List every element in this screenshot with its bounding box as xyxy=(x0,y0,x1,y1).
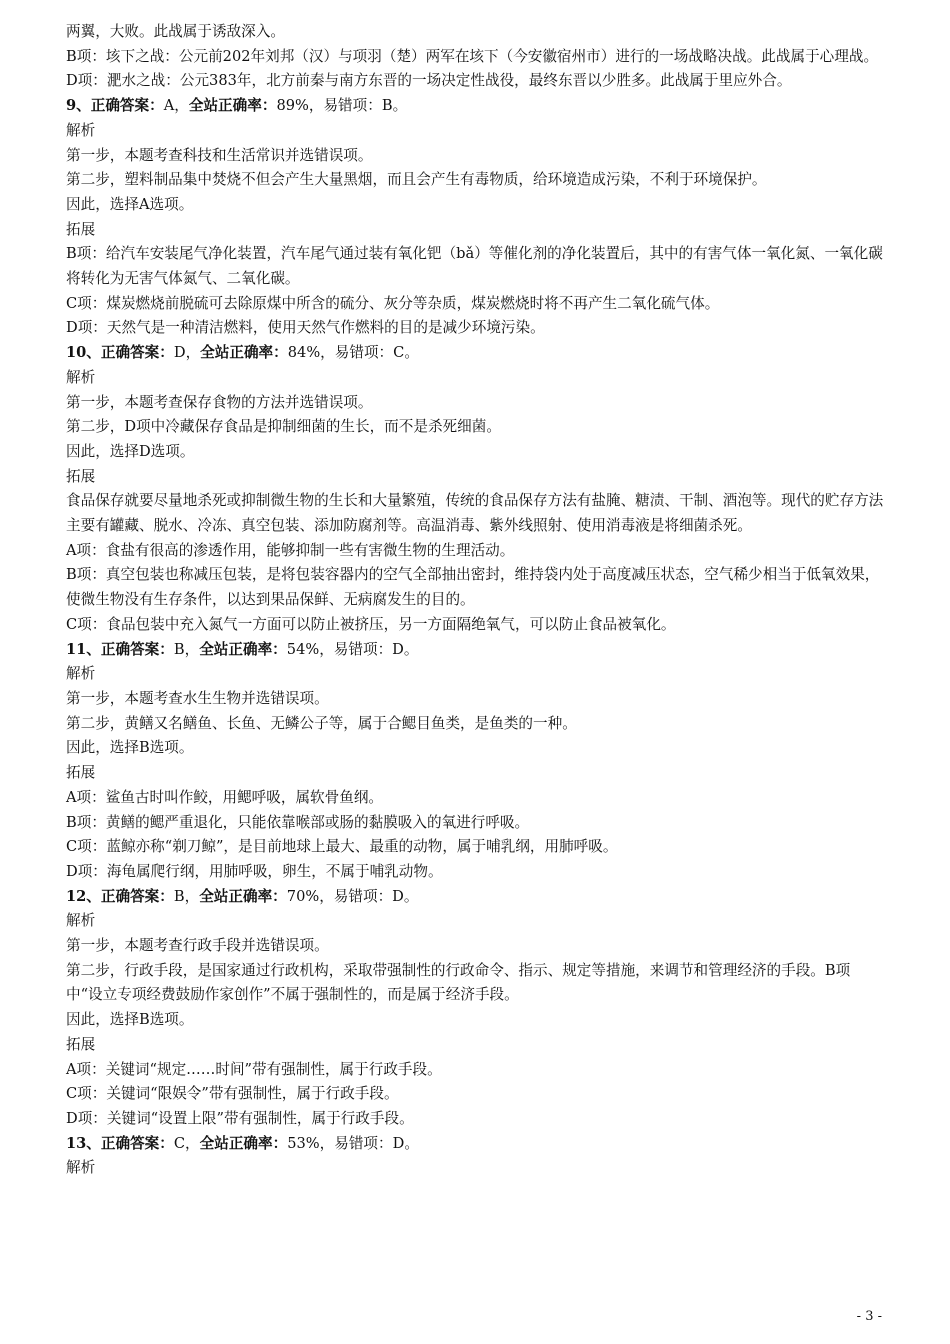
text-line: C项：食品包装中充入氮气一方面可以防止被挤压，另一方面隔绝氧气，可以防止食品被氧化。 xyxy=(66,615,676,633)
text-line: 第一步，本题考查水生生物并选错误项。 xyxy=(66,689,329,707)
text-line: 食品保存就要尽量地杀死或抑制微生物的生长和大量繁殖，传统的食品保存方法有盐腌、糖渍、干制、酒泡等。现代的贮存方法主要有罐藏、脱水、冷冻、真空包装、添加防腐剂等。高温消毒、紫外线照射、使用消毒液是将细菌杀死。 xyxy=(66,492,884,535)
text-line: 第二步，塑料制品集中焚烧不但会产生大量黑烟，而且会产生有毒物质，给环境造成污染，不利于环境保护。 xyxy=(66,171,767,189)
text-line: A项：鲨鱼古时叫作鲛，用鳃呼吸，属软骨鱼纲。 xyxy=(66,788,384,806)
text-line: A项：食盐有很高的渗透作用，能够抑制一些有害微生物的生理活动。 xyxy=(66,541,515,559)
text-line: 第一步，本题考查科技和生活常识并选错误项。 xyxy=(66,146,373,164)
text-line: B项：垓下之战：公元前202年刘邦（汉）与项羽（楚）两军在垓下（今安徽宿州市）进行的一场战略决战。此战属于心理战。 xyxy=(66,47,879,65)
analysis-heading: 解析 xyxy=(66,121,96,139)
extension-heading: 拓展 xyxy=(66,764,96,782)
text-line: C项：煤炭燃烧前脱硫可去除原煤中所含的硫分、灰分等杂质，煤炭燃烧时将不再产生二氧化硫气体。 xyxy=(66,294,720,312)
text-line: 因此，选择D选项。 xyxy=(66,442,195,460)
text-line: D项：淝水之战：公元383年，北方前秦与南方东晋的一场决定性战役，最终东晋以少胜多。此战属于里应外合。 xyxy=(66,72,792,90)
text-line: C项：关键词“限娱令”带有强制性，属于行政手段。 xyxy=(66,1085,399,1103)
text-line: D项：天然气是一种清洁燃料，使用天然气作燃料的目的是减少环境污染。 xyxy=(66,319,545,337)
text-line: 第二步，行政手段，是国家通过行政机构，采取带强制性的行政命令、指示、规定等措施，来调节和管理经济的手段。B项中“设立专项经费鼓励作家创作”不属于强制性的，而是属于经济手段。 xyxy=(66,961,851,1004)
text-line: 第一步，本题考查行政手段并选错误项。 xyxy=(66,937,329,955)
text-line: A项：关键词“规定……时间”带有强制性，属于行政手段。 xyxy=(66,1060,442,1078)
page-number: - 3 - xyxy=(856,1309,882,1324)
text-line: 第二步，D项中冷藏保存食品是抑制细菌的生长，而不是杀死细菌。 xyxy=(66,418,501,436)
text-line: B项：真空包装也称减压包装，是将包装容器内的空气全部抽出密封，维持袋内处于高度减压状态，空气稀少相当于低氧效果，使微生物没有生存条件，以达到果品保鲜、无病腐发生的目的。 xyxy=(66,566,880,609)
extension-heading: 拓展 xyxy=(66,467,96,485)
text-line: 因此，选择B选项。 xyxy=(66,739,194,757)
text-line: D项：关键词“设置上限”带有强制性，属于行政手段。 xyxy=(66,1109,414,1127)
analysis-heading: 解析 xyxy=(66,1159,96,1177)
text-line: 第二步，黄鳝又名鳝鱼、长鱼、无鳞公子等，属于合鳃目鱼类，是鱼类的一种。 xyxy=(66,714,577,732)
text-line: B项：黄鳝的鳃严重退化，只能依靠喉部或肠的黏膜吸入的氧进行呼吸。 xyxy=(66,813,530,831)
question-10-answer: 10、正确答案：D，全站正确率：84%，易错项：C。 xyxy=(66,344,419,362)
question-9-answer: 9、正确答案：A，全站正确率：89%，易错项：B。 xyxy=(66,97,408,115)
text-line: 因此，选择A选项。 xyxy=(66,195,194,213)
analysis-heading: 解析 xyxy=(66,912,96,930)
question-12-answer: 12、正确答案：B，全站正确率：70%，易错项：D。 xyxy=(66,887,419,905)
text-line: 因此，选择B选项。 xyxy=(66,1011,194,1029)
text-line: B项：给汽车安装尾气净化装置，汽车尾气通过装有氧化钯（bǎ）等催化剂的净化装置后，其中的有害气体一氧化氮、一氧化碳将转化为无害气体氮气、二氧化碳。 xyxy=(66,245,883,288)
extension-heading: 拓展 xyxy=(66,220,96,238)
analysis-heading: 解析 xyxy=(66,665,96,683)
text-line: C项：蓝鲸亦称“剃刀鲸”，是目前地球上最大、最重的动物，属于哺乳纲，用肺呼吸。 xyxy=(66,838,618,856)
text-line: 两翼，大败。此战属于诱敌深入。 xyxy=(66,23,285,40)
document-page xyxy=(66,20,886,1181)
extension-heading: 拓展 xyxy=(66,1035,96,1053)
question-11-answer: 11、正确答案：B，全站正确率：54%，易错项：D。 xyxy=(66,640,419,658)
text-line: D项：海龟属爬行纲，用肺呼吸，卵生，不属于哺乳动物。 xyxy=(66,862,443,880)
analysis-heading: 解析 xyxy=(66,368,96,386)
text-line: 第一步，本题考查保存食物的方法并选错误项。 xyxy=(66,393,373,411)
question-13-answer: 13、正确答案：C，全站正确率：53%，易错项：D。 xyxy=(66,1134,419,1152)
